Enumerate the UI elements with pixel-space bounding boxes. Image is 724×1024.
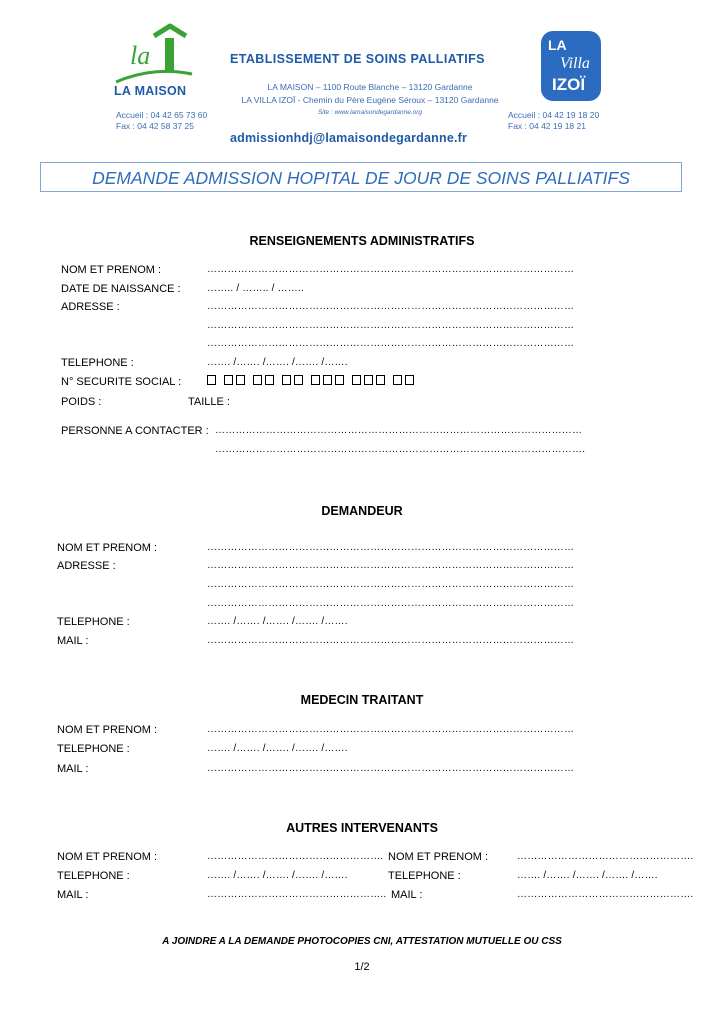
requester-address-line-2[interactable]: ……………………………………………………………………………………………… [207,579,575,590]
doctor-phone-label: TELEPHONE : [57,743,130,755]
requester-name-label: NOM ET PRENOM : [57,542,158,554]
ss-box-group [224,375,245,385]
requester-name-field[interactable]: ……………………………………………………………………………………………… [207,542,575,553]
doctor-name-label: NOM ET PRENOM : [57,724,158,736]
requester-address-label: ADRESSE : [57,560,116,572]
ss-digit-box[interactable] [265,375,274,385]
villa-izoi-logo [540,30,602,102]
attachments-note: A JOINDRE A LA DEMANDE PHOTOCOPIES CNI, ATTESTATION MUTUELLE OU CSS [162,936,562,947]
page-number: 1/2 [354,961,370,973]
villa-izoi-fax: Fax : 04 42 19 18 21 [508,121,586,131]
other-right-name-field[interactable]: ……………………………………………. [517,851,694,862]
ss-digit-box[interactable] [335,375,344,385]
patient-name-field[interactable]: ……………………………………………………………………………………………… [207,264,575,275]
ss-digit-box[interactable] [236,375,245,385]
admission-email: admissionhdj@lamaisondegardanne.fr [230,131,468,145]
birth-date-label: DATE DE NAISSANCE : [61,283,181,295]
section-heading-demandeur: DEMANDEUR [321,504,403,518]
address-line-2: LA VILLA IZOÏ - Chemin du Père Eugène Séroux – 13120 Gardanne [241,95,499,105]
requester-phone-label: TELEPHONE : [57,616,130,628]
requester-address-line-1[interactable]: ……………………………………………………………………………………………… [207,560,575,571]
patient-address-line-2[interactable]: ……………………………………………………………………………………………… [207,320,575,331]
patient-phone-field[interactable]: ……. /……. /……. /……. /……. [207,357,348,368]
other-left-mail-label: MAIL : [57,889,89,901]
la-maison-contact [116,110,207,132]
requester-mail-label: MAIL : [57,635,89,647]
requester-mail-field[interactable]: ……………………………………………………………………………………………… [207,635,575,646]
logo-lettering-izoi: IZOÏ [552,75,586,94]
birth-date-field[interactable]: …….. / …….. / …….. [207,283,304,294]
contact-person-label: PERSONNE A CONTACTER : [61,425,209,437]
villa-izoi-contact [508,110,599,132]
ss-digit-box[interactable] [282,375,291,385]
ss-digit-box[interactable] [393,375,402,385]
contact-person-line-1[interactable]: ……………………………………………………………………………………………… [215,425,583,436]
ss-digit-box[interactable] [323,375,332,385]
section-heading-medecin: MEDECIN TRAITANT [300,693,424,707]
establishment-title: ETABLISSEMENT DE SOINS PALLIATIFS [230,52,485,66]
ss-digit-box[interactable] [364,375,373,385]
logo-lettering: la [130,41,151,70]
weight-label: POIDS : [61,396,102,408]
contact-person-line-2[interactable]: ………………………………………………………………………………………………. [215,444,586,455]
address-line-1: LA MAISON – 1100 Route Blanche – 13120 Gardanne [267,82,473,92]
ss-box-group [311,375,344,385]
logo-lettering-villa: Villa [560,55,590,72]
patient-phone-label: TELEPHONE : [61,357,134,369]
la-maison-fax: Fax : 04 42 58 37 25 [116,121,194,131]
social-security-boxes[interactable] [207,375,414,385]
patient-address-line-3[interactable]: ……………………………………………………………………………………………… [207,338,575,349]
la-maison-name: LA MAISON [114,84,187,98]
social-security-label: N° SECURITE SOCIAL : [61,376,182,388]
form-title: DEMANDE ADMISSION HOPITAL DE JOUR DE SOINS PALLIATIFS [40,162,682,192]
other-right-mail-field[interactable]: ……………………………………………. [517,889,694,900]
doctor-mail-label: MAIL : [57,763,89,775]
ss-digit-box[interactable] [405,375,414,385]
section-heading-autres: AUTRES INTERVENANTS [286,821,438,835]
ss-digit-box[interactable] [311,375,320,385]
patient-address-line-1[interactable]: ……………………………………………………………………………………………… [207,301,575,312]
ss-digit-box[interactable] [376,375,385,385]
ss-box-group [393,375,414,385]
ss-box-group [352,375,385,385]
other-left-name-label: NOM ET PRENOM : [57,851,158,863]
height-label: TAILLE : [188,396,230,408]
other-right-mail-label: MAIL : [391,889,423,901]
villa-izoi-phone: Accueil : 04 42 19 18 20 [508,110,600,120]
ss-box-group [282,375,303,385]
section-heading-admin: RENSEIGNEMENTS ADMINISTRATIFS [249,234,475,248]
requester-address-line-3[interactable]: ……………………………………………………………………………………………… [207,598,575,609]
doctor-mail-field[interactable]: ……………………………………………………………………………………………… [207,763,575,774]
website: Site : www.lamaisondegardanne.org [317,109,423,116]
other-right-name-label: NOM ET PRENOM : [388,851,489,863]
la-maison-phone: Accueil : 04 42 65 73 60 [116,110,208,120]
other-left-phone-field[interactable]: ……. /……. /……. /……. /……. [207,870,348,881]
doctor-phone-field[interactable]: ……. /……. /……. /……. /……. [207,743,348,754]
requester-phone-field[interactable]: ……. /……. /……. /……. /……. [207,616,348,627]
other-left-name-field[interactable]: ……………………………………………. [207,851,384,862]
ss-box-group [207,375,216,385]
ss-digit-box[interactable] [294,375,303,385]
ss-digit-box[interactable] [224,375,233,385]
ss-digit-box[interactable] [253,375,262,385]
other-right-phone-label: TELEPHONE : [388,870,461,882]
other-left-mail-field[interactable]: …………………………………………….. [207,889,387,900]
logo-lettering-la: LA [548,37,567,53]
patient-address-label: ADRESSE : [61,301,120,313]
ss-digit-box[interactable] [207,375,216,385]
other-left-phone-label: TELEPHONE : [57,870,130,882]
doctor-name-field[interactable]: ……………………………………………………………………………………………… [207,724,575,735]
ss-box-group [253,375,274,385]
ss-digit-box[interactable] [352,375,361,385]
patient-name-label: NOM ET PRENOM : [61,264,162,276]
other-right-phone-field[interactable]: ……. /……. /……. /……. /……. [517,870,658,881]
